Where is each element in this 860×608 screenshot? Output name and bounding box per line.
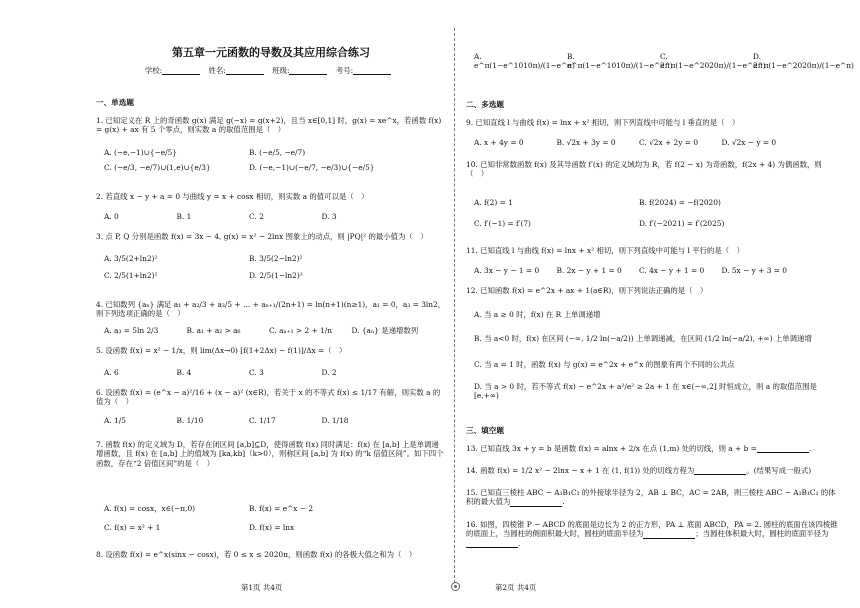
question-15: 15. 已知直三棱柱 ABC − A₁B₁C₁ 的外接球半径为 2，AB ⊥ BC，AC = 2AB，则三棱柱 ABC − A₁B₁C₁ 的体积的最大值为 . [466, 488, 836, 507]
page-title: 第五章一元函数的导数及其应用综合练习 [172, 46, 370, 59]
question-4: 4. 已知数列 {aₙ} 满足 a₁ + a₂/3 + a₃/5 + … + aₙ₊₁/(2n+1) = ln(n+1)(n≥1)，a₁ = 0，a₃ = 3ln2，则下列选项正确的是（ ） [96, 300, 446, 319]
answer-blank[interactable] [643, 530, 695, 539]
question-10-options [474, 198, 804, 229]
question-5-options [104, 368, 394, 377]
option[interactable]: B. e^π(1−e^1010π)/(1−e^2π) [567, 52, 673, 71]
question-16: 16. 如图，四棱锥 P − ABCD 的底面是边长为 2 的正方形，PA ⊥ 底面 ABCD，PA = 2. 圆柱的底面在该四棱锥的底面上，当圆柱的侧面积最大时，圆柱的底面半径为 ；当圆柱体积最大时，圆柱的底面半径为. [466, 520, 838, 548]
question-12-option-c[interactable]: C. 当 a = 1 时，函数 f(x) 与 g(x) = e^2x + e^x 的图象有两个不同的公共点 [474, 360, 735, 369]
option[interactable]: A. 6 [104, 368, 119, 377]
name-blank[interactable] [226, 66, 264, 75]
exam-number-blank[interactable] [353, 66, 391, 75]
option[interactable]: D. e^π(1−e^2020π)/(1−e^π) [753, 52, 854, 71]
question-16-mid: ；当圆柱体积最大时，圆柱的底面半径为 [695, 529, 829, 539]
question-1: 1. 已知定义在 R 上的奇函数 g(x) 满足 g(−x) = g(x+2)，且当 x∈[0,1] 时，g(x) = xe^x，若函数 f(x) = g(x) + ax 有 5 个零点，则实数 a 的取值范围是（ ） [96, 116, 442, 135]
answer-blank[interactable] [510, 498, 562, 507]
option[interactable]: D. f′(−2021) = f′(2025) [639, 219, 725, 229]
option[interactable]: A. 0 [104, 212, 119, 221]
option[interactable]: A. e^π(1−e^1010π)/(1−e^π) [474, 52, 575, 71]
class-label: 班级: [272, 66, 290, 75]
binding-circle-icon [451, 582, 460, 591]
option[interactable]: A. (−e,−1)∪{−e/5} [104, 148, 177, 157]
question-12: 12. 已知函数 f(x) = e^2x + ax + 1(a∈R)，则下列说法正确的是（ ） [466, 286, 708, 295]
question-6-options [104, 416, 394, 425]
option[interactable]: D. 2/5(1−ln2)² [249, 271, 303, 281]
option[interactable]: A. f(x) = cosx，x∈(−π,0) [104, 504, 196, 513]
option[interactable]: B. √2x + 3y = 0 [556, 138, 616, 147]
answer-blank[interactable] [757, 444, 809, 453]
question-16-text: 16. 如图，四棱锥 P − ABCD 的底面是边长为 2 的正方形，PA ⊥ 底面 ABCD，PA = 2. 圆柱的底面在该四棱锥的底面上，当圆柱的侧面积最大时，圆柱的底面半径为 [466, 520, 838, 539]
question-8: 8. 设函数 f(x) = e^x(sinx − cosx)，若 0 ≤ x ≤ 2020π，则函数 f(x) 的各极大值之和为（ ） [96, 550, 417, 559]
option[interactable]: A. 3x − y − 1 = 0 [474, 266, 540, 275]
option[interactable]: B. 2x − y + 1 = 0 [556, 266, 622, 275]
option[interactable]: A. 3/5(2+ln2)² [104, 254, 158, 263]
option[interactable]: C. 3 [249, 368, 264, 377]
section-fill-in: 三、填空题 [466, 426, 504, 435]
option[interactable]: D. 5x − y + 3 = 0 [721, 266, 787, 275]
question-3: 3. 点 P, Q 分别是函数 f(x) = 3x − 4, g(x) = x² − 2lnx 图象上的动点，则 |PQ|² 的最小值为（ ） [96, 232, 428, 241]
question-11: 11. 已知直线 l 与曲线 f(x) = lnx + x² 相切，则下列直线中可能与 l 平行的是（ ） [466, 246, 744, 255]
option[interactable]: C. 2/5(1+ln2)² [104, 271, 158, 281]
question-9-options [474, 138, 804, 147]
column-divider [454, 28, 455, 583]
option[interactable]: C. √2x + 2y = 0 [639, 138, 699, 147]
option[interactable]: A. f(2) = 1 [474, 198, 513, 207]
section-multiple-choice: 二、多选题 [466, 100, 504, 109]
option[interactable]: D. 3 [321, 212, 337, 221]
option[interactable]: C. e^π(1−e^2020π)/(1−e^2π) [660, 52, 766, 71]
question-4-options [104, 326, 434, 335]
option[interactable]: B. 1 [176, 212, 192, 221]
page-number-right: 第2页 共4页 [495, 583, 537, 592]
option[interactable]: A. x + 4y = 0 [474, 138, 524, 147]
option[interactable]: C. 2 [249, 212, 264, 221]
option[interactable]: B. a₁ + a₂ > a₆ [186, 326, 241, 335]
option[interactable]: C. 1/17 [249, 416, 276, 425]
page-number-left: 第1页 共4页 [241, 583, 283, 592]
question-13-text: 13. 已知直线 3x + y = b 是函数 f(x) = alnx + 2/x 在点 (1,m) 处的切线，则 a + b = [466, 444, 757, 453]
question-3-options [104, 254, 394, 281]
option[interactable]: C. aₙ₊₁ > 2 + 1/n [269, 326, 332, 335]
school-label: 学校: [144, 66, 163, 75]
option[interactable]: D. f(x) = lnx [249, 523, 295, 533]
section-single-choice: 一、单选题 [96, 98, 134, 107]
answer-blank[interactable] [466, 539, 518, 548]
option[interactable]: A. a₃ = 5ln 2/3 [104, 326, 159, 335]
option[interactable]: D. 2 [321, 368, 337, 377]
option[interactable]: D. {aₙ} 是递增数列 [351, 326, 419, 335]
option[interactable]: B. f(x) = e^x − 2 [249, 504, 314, 513]
student-info-line [96, 66, 446, 75]
option[interactable]: B. 1/10 [176, 416, 204, 425]
question-11-options [474, 266, 804, 275]
name-label: 姓名: [208, 66, 226, 75]
question-2: 2. 若直线 x − y + a = 0 与曲线 y = x + cosx 相切，则实数 a 的值可以是（ ） [96, 192, 369, 201]
question-14-text: 14. 函数 f(x) = 1/2 x² − 2lnx − x + 1 在 (1, f(1)) 处的切线方程为 [466, 466, 695, 475]
option[interactable]: C. f(x) = x² + 1 [104, 523, 161, 533]
option[interactable]: B. 4 [176, 368, 192, 377]
question-2-options [104, 212, 394, 221]
answer-blank[interactable] [694, 466, 746, 475]
class-blank[interactable] [289, 66, 327, 75]
question-5: 5. 设函数 f(x) = x² − 1/x，则 lim(Δx→0) [f(1+2Δx) − f(1)]/Δx =（ ） [96, 346, 347, 355]
option[interactable]: D. √2x − y = 0 [721, 138, 777, 147]
option[interactable]: C. f′(−1) = f′(7) [474, 219, 531, 229]
question-14 [466, 466, 838, 475]
option[interactable]: D. 1/18 [321, 416, 349, 425]
option[interactable]: C. (−e/3, −e/7)∪(1,e)∪{e/3} [104, 163, 211, 173]
question-14-tail: 。(结果写成一般式) [746, 466, 812, 475]
option[interactable]: B. (−e/5, −e/7) [249, 148, 306, 157]
question-1-options [104, 148, 394, 173]
question-7-options [104, 504, 394, 533]
option[interactable]: A. 1/5 [104, 416, 126, 425]
question-8-options [474, 52, 854, 71]
question-12-option-d[interactable]: D. 当 a > 0 时，若不等式 f(x) − e^2x + a²/e² ≥ 2a + 1 在 x∈(−∞,2] 时恒成立，则 a 的取值范围是 [e,+∞) [474, 382, 817, 401]
question-10: 10. 已知非常数函数 f(x) 及其导函数 f′(x) 的定义域均为 R，若 f(2 − x) 为奇函数，f(2x + 4) 为偶函数，则（ ） [466, 160, 822, 179]
option[interactable]: B. f(2024) = −f(2020) [639, 198, 721, 207]
question-12-option-a[interactable]: A. 当 a ≥ 0 时，f(x) 在 R 上单调递增 [474, 310, 601, 319]
question-12-option-b[interactable]: B. 当 a<0 时，f(x) 在区间 (−∞, 1/2 ln(−a/2)) 上单调递减，在区间 (1/2 ln(−a/2), +∞) 上单调递增 [474, 334, 812, 343]
question-15-text: 15. 已知直三棱柱 ABC − A₁B₁C₁ 的外接球半径为 2，AB ⊥ BC，AC = 2AB，则三棱柱 ABC − A₁B₁C₁ 的体积的最大值为 [466, 488, 836, 507]
question-9: 9. 已知直线 l 与曲线 f(x) = lnx + x² 相切，则下列直线中可能与 l 垂直的是（ ） [466, 118, 740, 127]
question-7: 7. 函数 f(x) 的定义域为 D，若存在闭区间 [a,b]⊆D，使得函数 f(x) 同时满足：f(x) 在 [a,b] 上是单调递增函数，且 f(x) 在 [a,b] 上的值域为 [ka,kb]（k>0），则称区间 [a,b] 为 f(x) 的“k 倍值区间”。如下四个函数，存在“2 倍值区间”的是（ ） [96, 440, 444, 468]
exam-number-label: 考号: [335, 66, 354, 75]
option[interactable]: B. 3/5(2−ln2)² [249, 254, 303, 263]
question-6: 6. 设函数 f(x) = (e^x − a)²/16 + (x − a)² (x∈R)，若关于 x 的不等式 f(x) ≤ 1/17 有解，则实数 a 的值为（ ） [96, 388, 441, 407]
school-blank[interactable] [162, 66, 200, 75]
option[interactable]: C. 4x − y + 1 = 0 [639, 266, 705, 275]
question-13: 13. 已知直线 3x + y = b 是函数 f(x) = alnx + 2/x 在点 (1,m) 处的切线，则 a + b = . [466, 444, 812, 453]
option[interactable]: D. (−e,−1)∪(−e/7, −e/3)∪{−e/5} [249, 163, 375, 173]
